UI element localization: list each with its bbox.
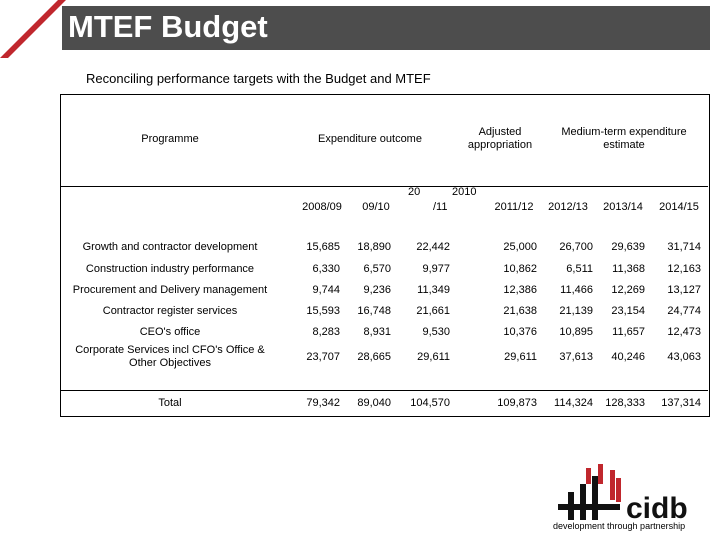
total-cell: 104,570 <box>410 397 450 409</box>
total-divider <box>60 390 708 391</box>
table-cell: 9,530 <box>422 326 450 338</box>
table-cell: 18,890 <box>357 241 391 253</box>
table-cell: 12,269 <box>611 284 645 296</box>
year-header: 2011/12 <box>494 201 534 213</box>
total-cell: 109,873 <box>497 397 537 409</box>
table-cell: 21,638 <box>503 305 537 317</box>
total-cell: 128,333 <box>605 397 645 409</box>
header-expenditure-outcome: Expenditure outcome <box>318 133 422 145</box>
table-cell: 12,473 <box>667 326 701 338</box>
year-header: 20 <box>408 186 421 198</box>
row-programme-label: Growth and contractor development <box>82 241 258 253</box>
row-programme-label: Procurement and Delivery management <box>72 284 268 296</box>
table-cell: 15,593 <box>306 305 340 317</box>
row-programme-label: Contractor register services <box>102 305 238 317</box>
row-programme-label: CEO's office <box>139 326 201 338</box>
header-divider <box>60 186 708 187</box>
total-cell: 79,342 <box>306 397 340 409</box>
table-cell: 24,774 <box>667 305 701 317</box>
header-adjusted-appropriation: Adjusted appropriation <box>467 126 533 151</box>
total-cell: 89,040 <box>357 397 391 409</box>
year-header: 2013/14 <box>603 201 643 213</box>
header-medium-term-estimate: Medium-term expenditure estimate <box>561 126 687 151</box>
total-cell: 114,324 <box>554 397 593 409</box>
table-cell: 13,127 <box>667 284 701 296</box>
table-cell: 12,163 <box>667 263 701 275</box>
table-cell: 9,977 <box>422 263 450 275</box>
total-cell: 137,314 <box>661 397 701 409</box>
table-cell: 28,665 <box>357 351 391 363</box>
table-cell: 8,283 <box>312 326 340 338</box>
table-cell: 6,330 <box>312 263 340 275</box>
page-title: MTEF Budget <box>68 9 268 44</box>
table-cell: 26,700 <box>559 241 593 253</box>
table-cell: 21,139 <box>559 305 593 317</box>
table-cell: 25,000 <box>503 241 537 253</box>
row-programme-label: Corporate Services incl CFO's Office & Other Objectives <box>75 344 265 369</box>
table-cell: 10,862 <box>503 263 537 275</box>
table-cell: 22,442 <box>416 241 450 253</box>
table-cell: 10,376 <box>503 326 537 338</box>
year-header: 09/10 <box>362 201 390 213</box>
table-cell: 15,685 <box>306 241 340 253</box>
table-cell: 11,368 <box>612 263 645 275</box>
table-cell: 21,661 <box>416 305 450 317</box>
table-cell: 9,744 <box>312 284 340 296</box>
decorative-stripe <box>0 0 70 60</box>
table-cell: 23,707 <box>306 351 340 363</box>
logo-wordmark: cidb <box>626 492 688 525</box>
page-subtitle: Reconciling performance targets with the Budget and MTEF <box>86 71 431 86</box>
table-cell: 11,349 <box>417 284 450 296</box>
year-header: /11 <box>433 201 448 213</box>
table-cell: 43,063 <box>667 351 701 363</box>
year-header: 2014/15 <box>659 201 699 213</box>
table-cell: 29,611 <box>504 351 537 363</box>
header-programme: Programme <box>141 133 199 145</box>
table-cell: 9,236 <box>363 284 391 296</box>
title-bar <box>62 6 710 50</box>
year-header: 2010 <box>452 186 477 198</box>
row-programme-label: Construction industry performance <box>85 263 255 275</box>
table-cell: 8,931 <box>363 326 391 338</box>
logo-tagline: development through partnership <box>553 521 686 531</box>
year-header: 2012/13 <box>548 201 588 213</box>
table-cell: 29,611 <box>417 351 450 363</box>
table-cell: 37,613 <box>559 351 593 363</box>
table-cell: 6,511 <box>566 263 593 275</box>
table-cell: 16,748 <box>357 305 391 317</box>
table-cell: 40,246 <box>611 351 645 363</box>
total-label: Total <box>158 397 182 409</box>
table-cell: 12,386 <box>503 284 537 296</box>
table-cell: 11,657 <box>612 326 645 338</box>
table-cell: 10,895 <box>559 326 593 338</box>
table-cell: 29,639 <box>611 241 645 253</box>
table-cell: 23,154 <box>611 305 645 317</box>
table-cell: 6,570 <box>363 263 391 275</box>
table-cell: 11,466 <box>560 284 593 296</box>
year-header: 2008/09 <box>302 201 342 213</box>
table-cell: 31,714 <box>667 241 701 253</box>
